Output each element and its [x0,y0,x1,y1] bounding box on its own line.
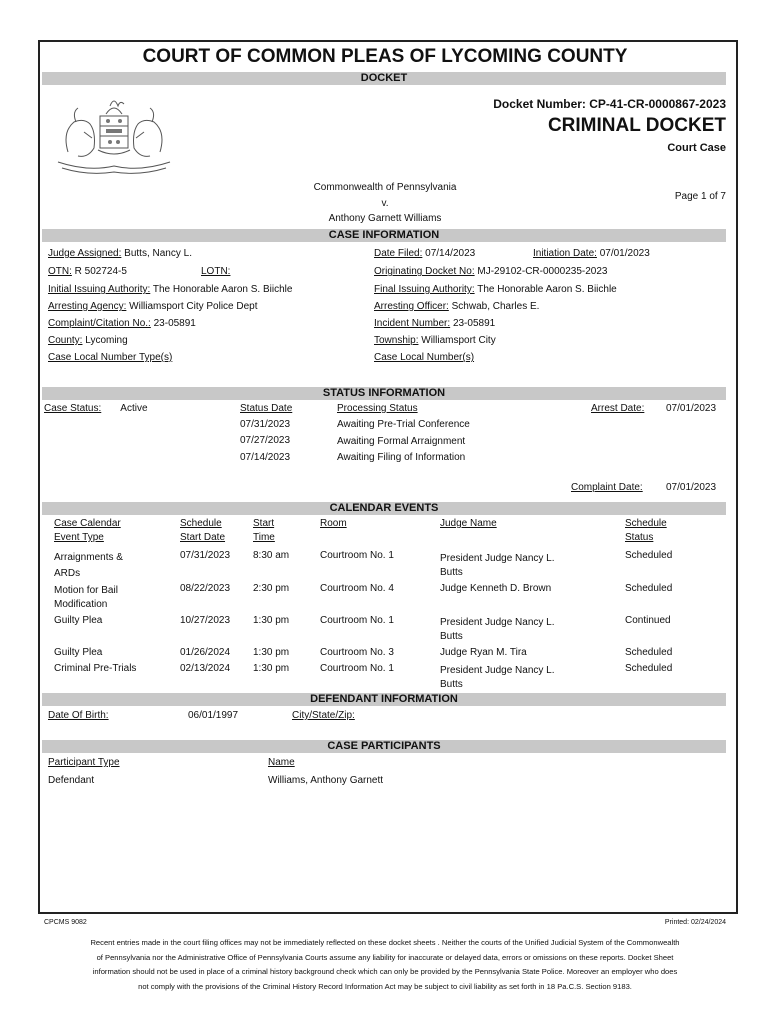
initiation-date-row [533,248,650,260]
caption-plaintiff: Commonwealth of Pennsylvania [313,182,457,193]
initiation-date-value: 07/01/2023 [599,248,650,259]
status-information-band: STATUS INFORMATION [42,387,726,400]
court-case-label: Court Case [667,142,726,154]
county-label: County: [48,335,83,346]
caption-defendant: Anthony Garnett Williams [328,213,442,224]
event-5-status: Scheduled [625,663,673,674]
col-judge-name: Judge Name [440,518,497,529]
event-2-time: 2:30 pm [253,583,290,594]
event-5-judge: President Judge Nancy L. Butts [440,665,555,690]
form-id: CPCMS 9082 [44,919,87,926]
event-2-status: Scheduled [625,583,673,594]
col-start-date-line2: Start Date [180,532,226,543]
dob-label: Date Of Birth: [48,710,109,721]
date-filed-label: Date Filed: [374,248,423,259]
event-5-date: 02/13/2024 [180,663,231,674]
docket-band: DOCKET [42,72,726,85]
processing-status-3: Awaiting Filing of Information [337,452,466,463]
event-1-time: 8:30 am [253,550,290,561]
event-5-time: 1:30 pm [253,663,290,674]
city-state-zip-label: City/State/Zip: [292,710,355,721]
case-information-band: CASE INFORMATION [42,229,726,242]
otn-row [48,266,127,278]
criminal-docket-title: CRIMINAL DOCKET [547,115,726,136]
event-3-time: 1:30 pm [253,615,290,626]
complaint-number-row [48,318,196,330]
judge-assigned-row [48,248,192,260]
disclaimer-text: Recent entries made in the court filing offices may not be immediately reflected on these docket sheets . Neither the courts of the Unified Judicial System of the Commonwealth of Pennsylvania nor the Administrative Office of Pennsylvania Courts assume any liability for inaccurate or delayed data, errors or omissions on these reports. Docket Sheet information should not be used in place of a criminal history background check which can only be provided by the Pennsylvania State Police. Moreover an employer who does not comply with the provisions of the Criminal History Record Information Act may be subject to civil liability as set forth in 18 Pa.C.S. Section 9183. [90,938,680,991]
township-label: Township: [374,335,419,346]
complaint-number-label: Complaint/Citation No.: [48,318,151,329]
case-status-value: Active [120,403,148,414]
complaint-date-value: 07/01/2023 [666,482,717,493]
defendant-information-band: DEFENDANT INFORMATION [42,693,726,706]
processing-status-2: Awaiting Formal Arraignment [337,436,466,447]
status-date-header: Status Date [240,403,293,414]
final-authority-row [374,284,617,296]
caption-versus: v. [381,198,389,209]
case-participants-band: CASE PARTICIPANTS [42,740,726,753]
event-3-room: Courtroom No. 1 [320,615,394,626]
arresting-officer-label: Arresting Officer: [374,301,449,312]
initial-authority-row [48,284,292,296]
event-5-room: Courtroom No. 1 [320,663,394,674]
county-value: Lycoming [85,335,128,346]
pennsylvania-coat-of-arms-seal [48,92,180,178]
case-status-label: Case Status: [44,403,102,414]
calendar-events-band: CALENDAR EVENTS [42,502,726,515]
township-value: Williamsport City [421,335,496,346]
processing-status-header: Processing Status [337,403,418,414]
incident-number-row [374,318,495,330]
event-2-date: 08/22/2023 [180,583,231,594]
originating-docket-row [374,266,607,278]
event-1-date: 07/31/2023 [180,550,231,561]
participant-1-type: Defendant [48,775,95,786]
complaint-date-label: Complaint Date: [571,482,643,493]
county-row [48,335,128,347]
initial-authority-label: Initial Issuing Authority: [48,284,151,295]
col-schedule-status-line2: Status [625,532,654,543]
date-filed-row [374,248,475,260]
event-4-status: Scheduled [625,647,673,658]
arresting-agency-value: Williamsport City Police Dept [129,301,258,312]
participant-1-name: Williams, Anthony Garnett [268,775,384,786]
incident-number-value: 23-05891 [452,318,496,329]
status-date-2: 07/27/2023 [240,435,291,446]
status-date-3: 07/14/2023 [240,452,291,463]
col-start-time-line1: Start [253,518,275,529]
event-4-time: 1:30 pm [253,647,290,658]
event-1-status: Scheduled [625,550,673,561]
case-local-number-label: Case Local Number(s) [374,352,475,363]
event-4-judge: Judge Ryan M. Tira [440,647,527,658]
col-event-type-line1: Case Calendar [54,518,121,529]
event-3-date: 10/27/2023 [180,615,231,626]
final-authority-value: The Honorable Aaron S. Biichle [477,284,617,295]
event-2-room: Courtroom No. 4 [320,583,394,594]
event-2-type: Motion for Bail Modification [54,585,118,610]
arrest-date-label: Arrest Date: [591,403,645,414]
col-start-time-line2: Time [253,532,275,543]
initial-authority-value: The Honorable Aaron S. Biichle [152,284,293,295]
event-4-type: Guilty Plea [54,647,103,658]
processing-status-1: Awaiting Pre-Trial Conference [337,419,470,430]
arrest-date-value: 07/01/2023 [666,403,717,414]
event-1-judge: President Judge Nancy L. Butts [440,553,555,578]
otn-label: OTN: [48,266,72,277]
case-status-row [44,403,148,415]
final-authority-label: Final Issuing Authority: [374,284,475,295]
event-3-judge: President Judge Nancy L. Butts [440,617,555,642]
docket-number: Docket Number: CP-41-CR-0000867-2023 [493,97,726,111]
col-room: Room [320,518,347,529]
event-4-room: Courtroom No. 3 [320,647,394,658]
originating-docket-value: MJ-29102-CR-0000235-2023 [477,266,608,277]
court-title: COURT OF COMMON PLEAS OF LYCOMING COUNTY [142,46,628,67]
event-1-type: Arraignments & ARDs [54,552,123,579]
participant-name-header: Name [268,757,295,768]
arresting-officer-value: Schwab, Charles E. [451,301,540,312]
col-schedule-status-line1: Schedule [625,518,667,529]
participant-type-header: Participant Type [48,757,120,768]
incident-number-label: Incident Number: [374,318,451,329]
judge-assigned-value: Butts, Nancy L. [124,248,192,259]
event-4-date: 01/26/2024 [180,647,231,658]
originating-docket-label: Originating Docket No: [374,266,475,277]
otn-value: R 502724-5 [74,266,127,277]
event-1-room: Courtroom No. 1 [320,550,394,561]
judge-assigned-label: Judge Assigned: [48,248,122,259]
arresting-officer-row [374,301,539,313]
arresting-agency-row [48,301,258,313]
initiation-date-label: Initiation Date: [533,248,597,259]
col-start-date-line1: Schedule [180,518,222,529]
event-3-status: Continued [625,615,671,626]
complaint-number-value: 23-05891 [153,318,196,329]
arresting-agency-label: Arresting Agency: [48,301,127,312]
status-date-1: 07/31/2023 [240,419,291,430]
case-local-number-type-label: Case Local Number Type(s) [48,352,173,363]
lotn-label: LOTN: [201,266,231,277]
page-number: Page 1 of 7 [674,191,726,202]
col-event-type-line2: Event Type [54,532,104,543]
township-row [374,335,496,347]
event-5-type: Criminal Pre-Trials [54,663,137,674]
dob-value: 06/01/1997 [188,710,239,721]
printed-date: Printed: 02/24/2024 [664,919,726,926]
event-2-judge: Judge Kenneth D. Brown [440,583,552,594]
date-filed-value: 07/14/2023 [425,248,476,259]
event-3-type: Guilty Plea [54,615,103,626]
